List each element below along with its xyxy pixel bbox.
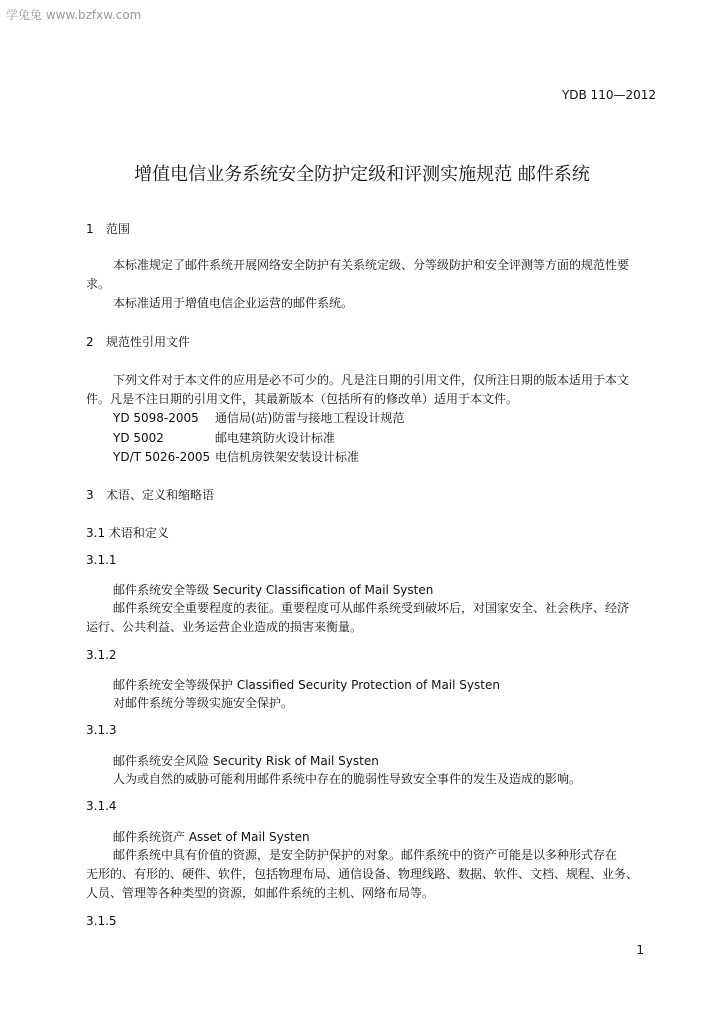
reference-item <box>113 448 359 465</box>
section-number: 3 <box>86 488 94 502</box>
term-definition: 对邮件系统分等级实施安全保护。 <box>113 696 294 710</box>
term-definition: 人为或自然的威胁可能利用邮件系统中存在的脆弱性导致安全事件的发生及造成的影响。 <box>113 772 582 786</box>
paragraph: 本标准适用于增值电信企业运营的邮件系统。 <box>113 296 354 310</box>
term-number: 3.1.3 <box>86 723 117 737</box>
term-title: 邮件系统安全等级 Security Classification of Mail Systen <box>113 583 434 597</box>
document-title: 增值电信业务系统安全防护定级和评测实施规范 邮件系统 <box>134 164 590 185</box>
term-definition: 邮件系统中具有价值的资源，是安全防护保护的对象。邮件系统中的资产可能是以多种形式存在 <box>113 848 618 862</box>
section-title: 规范性引用文件 <box>106 335 191 349</box>
term-number: 3.1.2 <box>86 648 117 662</box>
paragraph: 本标准规定了邮件系统开展网络安全防护有关系统定级、分等级防护和安全评测等方面的规范性要 <box>113 258 630 272</box>
section-number: 2 <box>86 335 94 349</box>
term-definition: 邮件系统安全重要程度的表征。重要程度可从邮件系统受到破坏后，对国家安全、社会秩序、经济 <box>113 601 630 615</box>
paragraph-continuation: 求。 <box>86 277 111 291</box>
reference-name: 邮电建筑防火设计标准 <box>215 431 336 445</box>
term-number: 3.1.5 <box>86 914 117 928</box>
section-3-heading <box>86 486 214 503</box>
section-2-heading <box>86 333 190 350</box>
term-definition-continuation: 无形的、有形的、硬件、软件，包括物理布局、通信设备、物理线路、数据、软件、文档、规程、业务、 <box>86 867 639 881</box>
standard-code: YDB 110—2012 <box>561 88 656 102</box>
subsection-heading: 3.1 术语和定义 <box>86 526 169 540</box>
paragraph: 下列文件对于本文件的应用是必不可少的。凡是注日期的引用文件，仅所注日期的版本适用于本文 <box>113 373 630 387</box>
reference-name: 电信机房铁架安装设计标准 <box>215 450 360 464</box>
term-title: 邮件系统资产 Asset of Mail Systen <box>113 830 310 844</box>
reference-code: YD 5002 <box>113 431 164 445</box>
page-number: 1 <box>636 943 644 957</box>
term-title: 邮件系统安全等级保护 Classified Security Protection of Mail Systen <box>113 678 500 692</box>
term-number: 3.1.1 <box>86 553 117 567</box>
section-title: 术语、定义和缩略语 <box>106 488 215 502</box>
term-definition-continuation: 人员、管理等各种类型的资源，如邮件系统的主机、网络布局等。 <box>86 886 435 900</box>
section-title: 范围 <box>106 222 131 236</box>
term-number: 3.1.4 <box>86 799 117 813</box>
watermark: 学兔兔 www.bzfxw.com <box>6 8 142 22</box>
paragraph-continuation: 件。凡是不注日期的引用文件，其最新版本（包括所有的修改单）适用于本文件。 <box>86 392 519 406</box>
reference-name: 通信局(站)防雷与接地工程设计规范 <box>215 411 405 425</box>
section-number: 1 <box>86 222 94 236</box>
section-1-heading <box>86 220 130 237</box>
reference-item <box>113 409 404 426</box>
reference-code: YD/T 5026-2005 <box>113 450 211 464</box>
reference-code: YD 5098-2005 <box>113 411 199 425</box>
term-title: 邮件系统安全风险 Security Risk of Mail Systen <box>113 754 379 768</box>
reference-item <box>113 429 335 446</box>
term-definition-continuation: 运行、公共利益、业务运营企业造成的损害来衡量。 <box>86 620 363 634</box>
